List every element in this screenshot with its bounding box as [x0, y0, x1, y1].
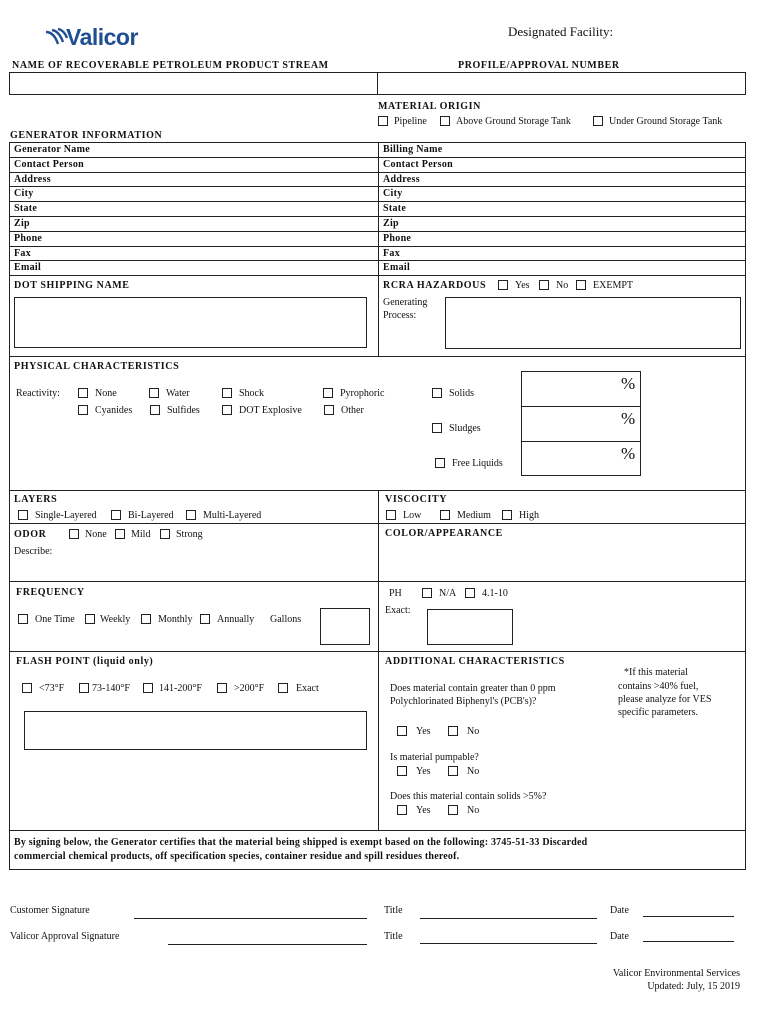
- valicor-date-label: Date: [610, 931, 629, 942]
- ph-exact-input[interactable]: [427, 609, 513, 645]
- reactivity-shock-checkbox[interactable]: [222, 388, 232, 398]
- physical-characteristics-label: PHYSICAL CHARACTERISTICS: [14, 361, 180, 372]
- billing-field-label: State: [383, 203, 407, 215]
- frequency-weekly-label: Weekly: [100, 614, 131, 625]
- solids-label: Solids: [449, 388, 475, 399]
- pumpable-yes-checkbox[interactable]: [397, 766, 407, 776]
- single-layered-checkbox[interactable]: [18, 510, 28, 520]
- stream-name-input[interactable]: [9, 72, 378, 95]
- valicor-signature-label: Valicor Approval Signature: [10, 931, 120, 942]
- divider: [9, 830, 746, 831]
- billing-field-label: City: [383, 188, 403, 200]
- divider: [9, 651, 746, 652]
- generator-field-row[interactable]: [9, 217, 379, 232]
- reactivity-dot-explosive-checkbox[interactable]: [222, 405, 232, 415]
- billing-field-label: Address: [383, 173, 420, 185]
- sludges-checkbox[interactable]: [432, 423, 442, 433]
- pipeline-checkbox[interactable]: [378, 116, 388, 126]
- ph-range-checkbox[interactable]: [465, 588, 475, 598]
- odor-none-label: None: [85, 529, 107, 540]
- above-ground-tank-label: Above Ground Storage Tank: [456, 116, 571, 127]
- dot-shipping-input[interactable]: [14, 297, 367, 348]
- reactivity-pyrophoric-checkbox[interactable]: [323, 388, 333, 398]
- flash-exact-checkbox[interactable]: [278, 683, 288, 693]
- process-label: Process:: [383, 310, 417, 321]
- reactivity-dot-explosive-label: DOT Explosive: [239, 405, 302, 416]
- pumpable-no-checkbox[interactable]: [448, 766, 458, 776]
- footer-company: Valicor Environmental Services: [612, 968, 740, 979]
- ves-note-line-3: please analyze for VES: [618, 694, 712, 705]
- ves-note-line-2: contains >40% fuel,: [618, 681, 699, 692]
- flash-141-200-checkbox[interactable]: [143, 683, 153, 693]
- above-ground-tank-checkbox[interactable]: [440, 116, 450, 126]
- generator-field-row[interactable]: [9, 173, 379, 188]
- billing-field-row[interactable]: [378, 143, 746, 158]
- flash-gt200-checkbox[interactable]: [217, 683, 227, 693]
- frequency-one-time-label: One Time: [35, 614, 75, 625]
- generator-field-row[interactable]: [9, 143, 379, 158]
- billing-field-label: Phone: [383, 232, 412, 244]
- generating-label: Generating: [383, 297, 428, 308]
- generator-field-label: Phone: [14, 232, 43, 244]
- frequency-label: FREQUENCY: [16, 587, 85, 598]
- ves-note-line-4: specific parameters.: [618, 707, 698, 718]
- ph-range-label: 4.1-10: [482, 588, 508, 599]
- flash-73-140-label: 73-140°F: [92, 683, 130, 694]
- billing-field-label: Fax: [383, 247, 401, 259]
- under-ground-tank-checkbox[interactable]: [593, 116, 603, 126]
- solids-checkbox[interactable]: [432, 388, 442, 398]
- viscosity-medium-label: Medium: [457, 510, 491, 521]
- rcra-exempt-label: EXEMPT: [593, 280, 633, 291]
- ph-na-checkbox[interactable]: [422, 588, 432, 598]
- billing-field-row[interactable]: [378, 232, 746, 247]
- odor-label: ODOR: [14, 529, 47, 540]
- stream-name-label: NAME OF RECOVERABLE PETROLEUM PRODUCT STREAM: [12, 60, 329, 71]
- flash-lt73-label: <73°F: [39, 683, 65, 694]
- percent-sign: %: [621, 374, 636, 393]
- generator-field-label: State: [14, 203, 38, 215]
- solids5-yes-label: Yes: [416, 805, 431, 816]
- ph-na-label: N/A: [439, 588, 457, 599]
- billing-field-row[interactable]: [378, 261, 746, 276]
- viscosity-label: VISCOCITY: [385, 494, 448, 505]
- bi-layered-label: Bi-Layered: [128, 510, 174, 521]
- free-liquids-checkbox[interactable]: [435, 458, 445, 468]
- frequency-one-time-checkbox[interactable]: [18, 614, 28, 624]
- generator-field-row[interactable]: [9, 158, 379, 173]
- generator-field-label: Contact Person: [14, 158, 85, 170]
- designated-facility-label: Designated Facility:: [508, 24, 614, 39]
- frequency-weekly-checkbox[interactable]: [85, 614, 95, 624]
- frequency-annually-label: Annually: [217, 614, 255, 625]
- sludges-label: Sludges: [449, 423, 481, 434]
- billing-field-row[interactable]: [378, 247, 746, 262]
- logo-swoosh-icon: [44, 28, 68, 48]
- valicor-date-line[interactable]: [643, 941, 734, 942]
- footer-updated: Updated: July, 15 2019: [647, 981, 740, 992]
- flash-gt200-label: >200°F: [234, 683, 265, 694]
- billing-field-row[interactable]: [378, 158, 746, 173]
- solids5-no-checkbox[interactable]: [448, 805, 458, 815]
- bi-layered-checkbox[interactable]: [111, 510, 121, 520]
- rcra-no-label: No: [556, 280, 569, 291]
- sludges-percent-input[interactable]: [521, 406, 641, 442]
- customer-title-label: Title: [384, 905, 403, 916]
- reactivity-cyanides-label: Cyanides: [95, 405, 133, 416]
- center-divider-bottom: [378, 490, 379, 831]
- reactivity-other-checkbox[interactable]: [324, 405, 334, 415]
- percent-sign: %: [621, 444, 636, 463]
- customer-title-line[interactable]: [420, 918, 597, 919]
- odor-none-checkbox[interactable]: [69, 529, 79, 539]
- certification-line-1: By signing below, the Generator certifies that the material being shipped is exempt based on the following: 3745-51-33 Discarded: [14, 837, 588, 848]
- odor-strong-checkbox[interactable]: [160, 529, 170, 539]
- single-layered-label: Single-Layered: [35, 510, 97, 521]
- valicor-logo: [44, 24, 164, 54]
- solids5-no-label: No: [467, 805, 480, 816]
- solids-question: Does this material contain solids >5%?: [390, 791, 547, 802]
- pipeline-label: Pipeline: [394, 116, 427, 127]
- viscosity-low-checkbox[interactable]: [386, 510, 396, 520]
- odor-mild-checkbox[interactable]: [115, 529, 125, 539]
- customer-date-line[interactable]: [643, 916, 734, 917]
- reactivity-sulfides-checkbox[interactable]: [150, 405, 160, 415]
- reactivity-none-label: None: [95, 388, 117, 399]
- pcb-no-checkbox[interactable]: [448, 726, 458, 736]
- reactivity-water-label: Water: [166, 388, 190, 399]
- dot-shipping-label: DOT SHIPPING NAME: [14, 280, 130, 291]
- pcb-yes-label: Yes: [416, 726, 431, 737]
- customer-signature-line[interactable]: [134, 918, 367, 919]
- rcra-exempt-checkbox[interactable]: [576, 280, 586, 290]
- divider: [9, 356, 746, 357]
- viscosity-low-label: Low: [403, 510, 422, 521]
- free-liquids-percent-input[interactable]: [521, 441, 641, 476]
- odor-describe-label: Describe:: [14, 546, 53, 557]
- billing-field-label: Billing Name: [383, 144, 443, 155]
- valicor-title-line[interactable]: [420, 943, 597, 944]
- gallons-label: Gallons: [270, 614, 302, 625]
- valicor-signature-line[interactable]: [168, 944, 367, 945]
- billing-field-label: Email: [383, 262, 411, 274]
- profile-number-label: PROFILE/APPROVAL NUMBER: [458, 60, 620, 71]
- flash-point-label: FLASH POINT (liquid only): [16, 656, 154, 667]
- generator-field-label: City: [14, 188, 34, 200]
- frequency-monthly-checkbox[interactable]: [141, 614, 151, 624]
- flash-lt73-checkbox[interactable]: [22, 683, 32, 693]
- customer-date-label: Date: [610, 905, 629, 916]
- reactivity-pyrophoric-label: Pyrophoric: [340, 388, 385, 399]
- reactivity-none-checkbox[interactable]: [78, 388, 88, 398]
- color-appearance-label: COLOR/APPEARANCE: [385, 528, 503, 539]
- generator-field-label: Generator Name: [14, 144, 90, 155]
- generator-field-label: Email: [14, 262, 42, 274]
- layers-label: LAYERS: [14, 494, 58, 505]
- material-origin-label: MATERIAL ORIGIN: [378, 101, 481, 112]
- gallons-input[interactable]: [320, 608, 370, 645]
- reactivity-label: Reactivity:: [16, 388, 60, 399]
- solids5-yes-checkbox[interactable]: [397, 805, 407, 815]
- reactivity-sulfides-label: Sulfides: [167, 405, 200, 416]
- reactivity-water-checkbox[interactable]: [149, 388, 159, 398]
- generator-field-row[interactable]: [9, 261, 379, 276]
- reactivity-other-label: Other: [341, 405, 364, 416]
- flash-73-140-checkbox[interactable]: [79, 683, 89, 693]
- pumpable-question: Is material pumpable?: [390, 752, 479, 763]
- generator-field-row[interactable]: [9, 247, 379, 262]
- pumpable-no-label: No: [467, 766, 480, 777]
- billing-field-row[interactable]: [378, 202, 746, 217]
- profile-number-input[interactable]: [377, 72, 746, 95]
- percent-sign: %: [621, 409, 636, 428]
- billing-field-label: Contact Person: [383, 158, 454, 170]
- generator-field-row[interactable]: [9, 232, 379, 247]
- pcb-question-line-2: Polychlorinated Biphenyl's (PCB's)?: [390, 696, 537, 707]
- odor-strong-label: Strong: [176, 529, 203, 540]
- pumpable-yes-label: Yes: [416, 766, 431, 777]
- generator-field-label: Address: [14, 173, 51, 185]
- generator-field-row[interactable]: [9, 202, 379, 217]
- generator-field-row[interactable]: [9, 187, 379, 202]
- additional-characteristics-label: ADDITIONAL CHARACTERISTICS: [385, 656, 565, 667]
- ph-label: PH: [389, 588, 402, 599]
- rcra-yes-checkbox[interactable]: [498, 280, 508, 290]
- ph-exact-label: Exact:: [385, 605, 411, 616]
- viscosity-high-label: High: [519, 510, 539, 521]
- flash-point-exact-input[interactable]: [24, 711, 367, 750]
- customer-signature-label: Customer Signature: [10, 905, 90, 916]
- free-liquids-label: Free Liquids: [452, 458, 503, 469]
- divider: [9, 523, 746, 524]
- pcb-yes-checkbox[interactable]: [397, 726, 407, 736]
- billing-field-row[interactable]: [378, 187, 746, 202]
- certification-line-2: commercial chemical products, off specification species, container residue and spill residues thereof.: [14, 851, 460, 862]
- generator-field-label: Zip: [14, 218, 30, 229]
- pcb-no-label: No: [467, 726, 480, 737]
- generator-field-label: Fax: [14, 247, 32, 259]
- solids-percent-input[interactable]: [521, 371, 641, 407]
- reactivity-cyanides-checkbox[interactable]: [78, 405, 88, 415]
- frequency-annually-checkbox[interactable]: [200, 614, 210, 624]
- flash-141-200-label: 141-200°F: [159, 683, 202, 694]
- multi-layered-checkbox[interactable]: [186, 510, 196, 520]
- viscosity-medium-checkbox[interactable]: [440, 510, 450, 520]
- generating-process-input[interactable]: [445, 297, 741, 349]
- reactivity-shock-label: Shock: [239, 388, 264, 399]
- generator-info-label: GENERATOR INFORMATION: [10, 130, 163, 141]
- rcra-label: RCRA HAZARDOUS: [383, 280, 487, 291]
- logo-text: Valicor: [66, 24, 138, 50]
- billing-field-row[interactable]: [378, 217, 746, 232]
- pcb-question-line-1: Does material contain greater than 0 ppm: [390, 683, 556, 694]
- valicor-title-label: Title: [384, 931, 403, 942]
- multi-layered-label: Multi-Layered: [203, 510, 262, 521]
- billing-field-row[interactable]: [378, 173, 746, 188]
- divider: [9, 581, 746, 582]
- odor-mild-label: Mild: [131, 529, 151, 540]
- rcra-yes-label: Yes: [515, 280, 530, 291]
- under-ground-tank-label: Under Ground Storage Tank: [609, 116, 723, 127]
- ves-note-line-1: *If this material: [624, 667, 688, 678]
- billing-field-label: Zip: [383, 218, 399, 229]
- rcra-no-checkbox[interactable]: [539, 280, 549, 290]
- frequency-monthly-label: Monthly: [158, 614, 193, 625]
- viscosity-high-checkbox[interactable]: [502, 510, 512, 520]
- divider: [9, 490, 746, 491]
- flash-exact-label: Exact: [296, 683, 319, 694]
